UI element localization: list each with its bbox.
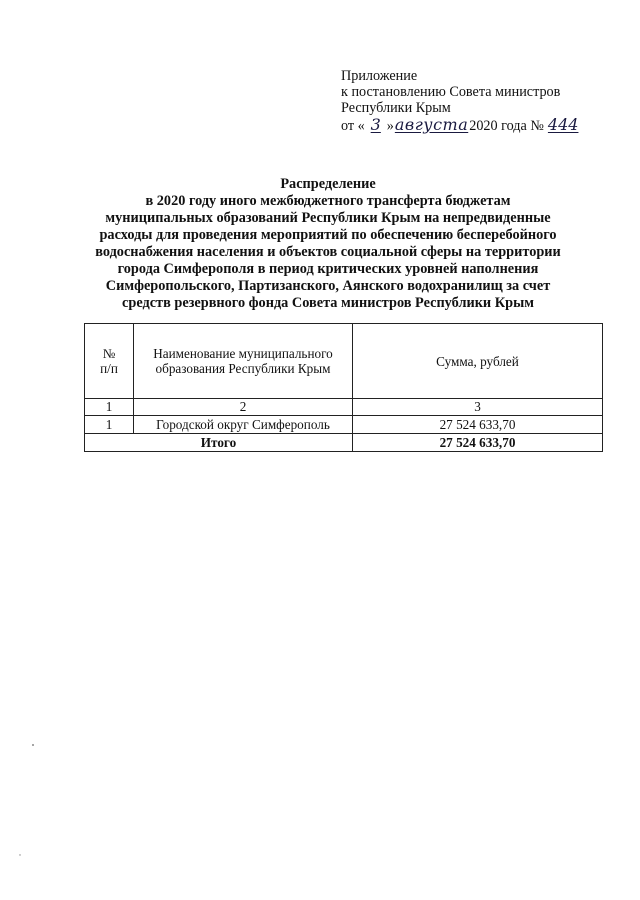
handwritten-day: 3 bbox=[370, 114, 381, 134]
row-num: 1 bbox=[85, 416, 134, 434]
title-line-8: средств резервного фонда Совета министров Республики Крым bbox=[122, 295, 534, 311]
appendix-title: Приложение bbox=[341, 68, 418, 84]
title-line-6: города Симферополя в период критических уровней наполнения bbox=[117, 261, 539, 277]
handwritten-doc-number: 444 bbox=[547, 114, 579, 134]
title-line-4: расходы для проведения мероприятий по обеспечению бесперебойного bbox=[99, 227, 557, 243]
header-name-line-2: образования Республики Крым bbox=[155, 361, 331, 376]
column-number-2: 2 bbox=[134, 399, 353, 416]
appendix-republic-line: Республики Крым bbox=[341, 100, 451, 117]
header-sum: Сумма, рублей bbox=[353, 324, 603, 399]
appendix-resolution-line: к постановлению Совета министров bbox=[341, 84, 561, 101]
date-year-text: 2020 года № bbox=[469, 117, 544, 134]
handwritten-month: августа bbox=[394, 114, 469, 134]
total-label: Итого bbox=[85, 434, 353, 452]
title-line-5: водоснабжения населения и объектов социальной сферы на территории bbox=[95, 244, 561, 260]
header-name-line-1: Наименование муниципального bbox=[153, 346, 333, 361]
total-sum: 27 524 633,70 bbox=[353, 434, 603, 452]
scan-speck bbox=[32, 744, 34, 746]
row-sum: 27 524 633,70 bbox=[353, 416, 603, 434]
title-line-1: Распределение bbox=[280, 176, 376, 192]
date-prefix: от « bbox=[341, 117, 365, 134]
scan-speck bbox=[19, 854, 20, 855]
header-num-pp: п/п bbox=[100, 361, 118, 376]
column-number-1: 1 bbox=[85, 399, 134, 416]
title-line-3: муниципальных образований Республики Крым на непредвиденные bbox=[105, 210, 551, 226]
date-mid: » bbox=[386, 117, 394, 134]
column-number-3: 3 bbox=[353, 399, 603, 416]
title-line-2: в 2020 году иного межбюджетного трансферта бюджетам bbox=[145, 193, 511, 209]
title-line-7: Симферопольского, Партизанского, Аянского водохранилищ за счет bbox=[105, 278, 551, 294]
row-municipality: Городской округ Симферополь bbox=[134, 416, 353, 434]
header-num-sign: № bbox=[102, 346, 116, 361]
